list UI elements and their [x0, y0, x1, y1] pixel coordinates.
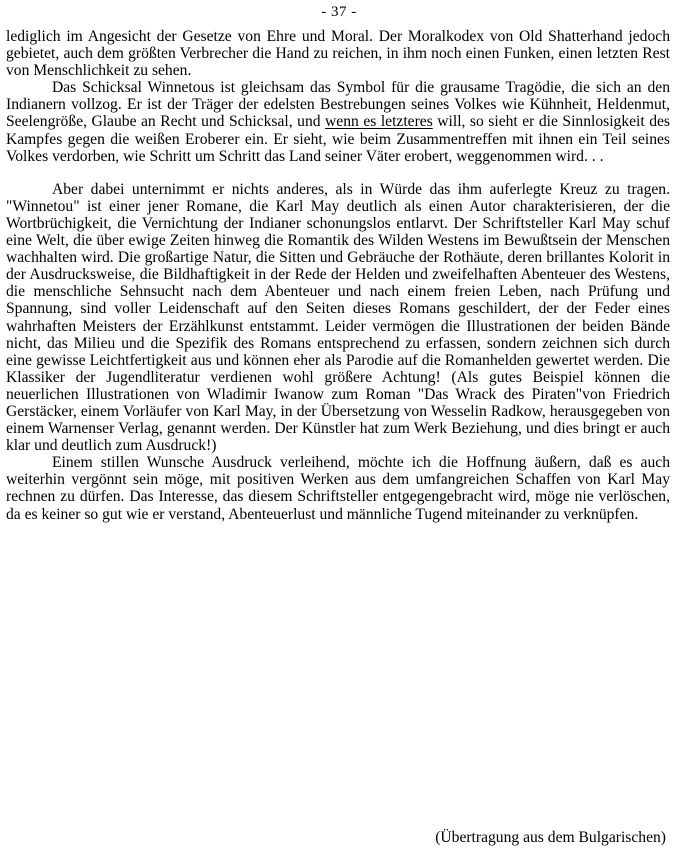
paragraph-4: Einem stillen Wunsche Ausdruck verleihend, möchte ich die Hoffnung äußern, daß es auch weiterhin vergönnt sein möge, mit positiven Werken aus dem umfangreichen Schaffen von Karl May rechnen zu dürfen. Das Interesse, das diesem Schriftsteller entgegengebracht wird, möge nie verlöschen, da es keiner so gut wie er verstand, Abenteuerlust und männliche Tugend miteinander zu verknüpfen. — [6, 454, 670, 523]
paragraph-2 — [6, 79, 670, 164]
page-number: - 37 - — [321, 4, 357, 20]
paragraph-2-text-start: Das Schicksal Winnetous ist gleichsam das Symbol für die grausame Tragödie, die sich an den Indianern vollzog. Er ist der Träger der edelsten Bestrebungen seines Volkes wie Kühnheit, Heldenmut, Seelengröße, Glaube an Recht und Schicksal, und — [6, 79, 670, 131]
translation-note: (Übertragung aus dem Bulgarischen) — [435, 829, 666, 846]
paragraph-1: lediglich im Angesicht der Gesetze von Ehre und Moral. Der Moralkodex von Old Shatterhand jedoch gebietet, auch dem größten Verbrecher die Hand zu reichen, in ihm noch einen Funken, einen letzten Rest von Menschlichkeit zu sehen. — [6, 28, 670, 80]
paragraph-2-underlined-text: wenn es letzteres — [325, 113, 433, 131]
paragraph-3: Aber dabei unternimmt er nichts anderes, als in Würde das ihm auferlegte Kreuz zu tragen. "Winnetou" ist einer jener Romane, die Karl May deutlich als einen Autor charakterisieren, der die Wortbrüchigkeit, die Vernichtung der Indianer schonungslos entlarvt. Der Schriftsteller Karl May schuf eine Welt, die über ewige Zeiten hinweg die Romantik des Wilden Westens im Bewußtsein der Menschen wachhalten wird. Die großartige Natur, die Sitten und Gebräuche der Rothäute, deren brillantes Kolorit in der Ausdrucksweise, die Bildhaftigkeit in der Rede der Helden und zweifelhaften Abenteuer des Westens, die menschliche Sehnsucht nach dem Abenteuer und nach einem freien Leben, nach Prüfung und Spannung, sind voller Leidenschaft auf den Seiten dieses Romans geschildert, der der Feder eines wahrhaften Meisters der Erzählkunst entstammt. Leider vermögen die Illustrationen der beiden Bände nicht, das Milieu und die Spezifik des Romans entsprechend zu erfassen, sondern zeichnen sich durch eine gewisse Leichtfertigkeit aus und können eher als Parodie auf die Romanhelden gewertet werden. Die Klassiker der Jugendliteratur verdienen wohl größere Achtung! (Als gutes Beispiel können die neuerlichen Illustrationen von Wladimir Iwanow zum Roman "Das Wrack des Piraten"von Friedrich Gerstäcker, einem Vorläufer von Karl May, in der Übersetzung von Wesselin Radkow, herausgegeben von einem Warnenser Verlag, genannt werden. Der Künstler hat zum Werk Beziehung, und dies bringt er auch klar und deutlich zum Ausdruck!) — [6, 180, 670, 455]
paragraph-2-text-end: will, so sieht er die Sinnlosigkeit des Kampfes gegen die weißen Eroberer ein. Er sieht, wie beim Zusammentreffen mit ihnen ein Teil seines Volkes verdorben, wie Schritt um Schritt das Land seiner Väter erobert, weggenommen wird. . . — [6, 113, 670, 165]
article-body — [6, 28, 670, 523]
paragraph-spacer — [6, 165, 670, 181]
